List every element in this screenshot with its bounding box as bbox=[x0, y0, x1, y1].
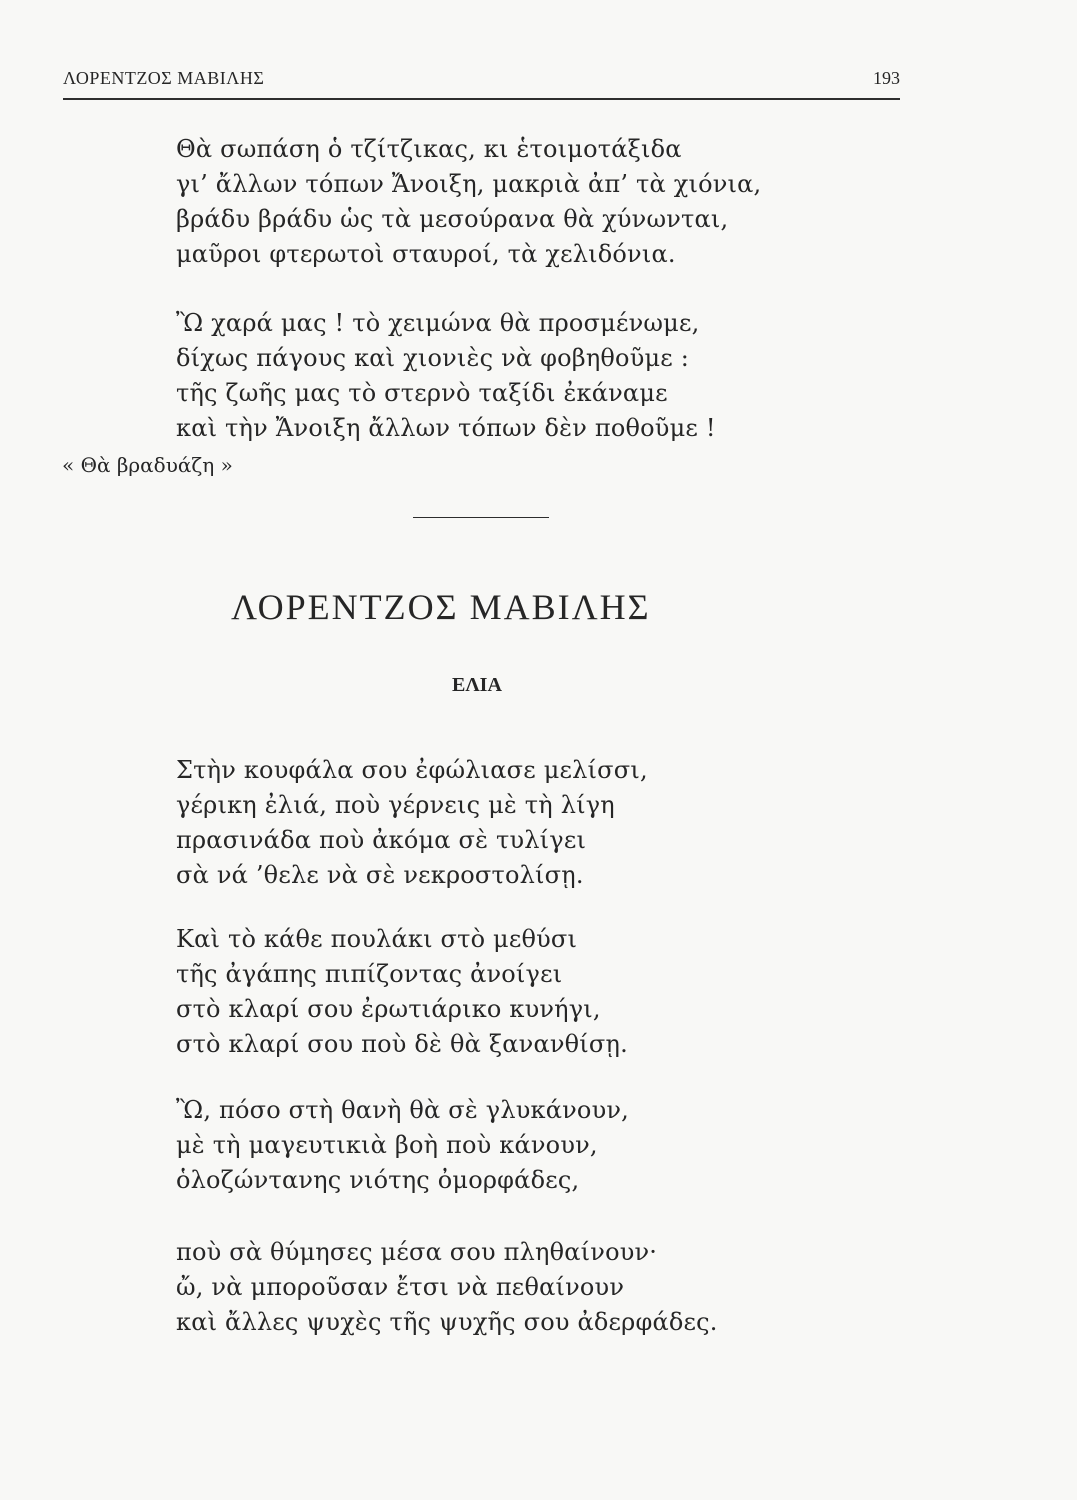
poem-line: στὸ κλαρί σου ἐρωτιάρικο κυνήγι, bbox=[176, 995, 601, 1023]
previous-poem-line: γι’ ἄλλων τόπων Ἄνοιξη, μακριὰ ἀπ’ τὰ χιόνια, bbox=[176, 170, 762, 198]
previous-poem-line: καὶ τὴν Ἄνοιξη ἄλλων τόπων δὲν ποθοῦμε ! bbox=[176, 414, 716, 442]
poem-stanza-4 bbox=[176, 1235, 718, 1340]
poem-line: γέρικη ἐλιά, ποὺ γέρνεις μὲ τὴ λίγη bbox=[176, 791, 615, 819]
poem-line: ποὺ σὰ θύμησες μέσα σου πληθαίνουν· bbox=[176, 1238, 658, 1266]
previous-poem-stanza-2 bbox=[176, 306, 716, 446]
previous-poem-line: Ὢ χαρά μας ! τὸ χειμώνα θὰ προσμένωμε, bbox=[176, 309, 700, 337]
poem-line: σὰ νά ’θελε νὰ σὲ νεκροστολίσῃ. bbox=[176, 861, 584, 889]
poem-stanza-3 bbox=[176, 1093, 629, 1198]
poem-title: ΕΛΙΑ bbox=[452, 674, 502, 696]
author-heading: ΛΟΡΕΝΤΖΟΣ ΜΑΒΙΛΗΣ bbox=[231, 587, 651, 627]
poem-line: ὤ, νὰ μποροῦσαν ἔτσι νὰ πεθαίνουν bbox=[176, 1273, 625, 1301]
poem-stanza-1 bbox=[176, 753, 648, 893]
previous-poem-stanza-1 bbox=[176, 132, 761, 272]
page-number: 193 bbox=[873, 68, 900, 88]
poem-line: Καὶ τὸ κάθε πουλάκι στὸ μεθύσι bbox=[176, 925, 578, 953]
poem-source-caption: « Θὰ βραδυάζη » bbox=[62, 453, 233, 477]
previous-poem-line: βράδυ βράδυ ὡς τὰ μεσούρανα θὰ χύνωνται, bbox=[176, 205, 729, 233]
previous-poem-line: μαῦροι φτερωτοὶ σταυροί, τὰ χελιδόνια. bbox=[176, 240, 676, 268]
poem-line: Στὴν κουφάλα σου ἐφώλιασε μελίσσι, bbox=[176, 756, 648, 784]
poem-line: καὶ ἄλλες ψυχὲς τῆς ψυχῆς σου ἀδερφάδες. bbox=[176, 1308, 718, 1336]
poem-line: στὸ κλαρί σου ποὺ δὲ θὰ ξανανθίσῃ. bbox=[176, 1030, 628, 1058]
running-header bbox=[63, 68, 900, 100]
poem-line: ὁλοζώντανης νιότης ὀμορφάδες, bbox=[176, 1166, 580, 1194]
poem-line: μὲ τὴ μαγευτικιὰ βοὴ ποὺ κάνουν, bbox=[176, 1131, 598, 1159]
poem-line: πρασινάδα ποὺ ἀκόμα σὲ τυλίγει bbox=[176, 826, 587, 854]
running-title: ΛΟΡΕΝΤΖΟΣ ΜΑΒΙΛΗΣ bbox=[63, 68, 265, 88]
previous-poem-line: τῆς ζωῆς μας τὸ στερνὸ ταξίδι ἐκάναμε bbox=[176, 379, 668, 407]
poem-line: Ὢ, πόσο στὴ θανὴ θὰ σὲ γλυκάνουν, bbox=[176, 1096, 629, 1124]
poem-stanza-2 bbox=[176, 922, 628, 1062]
section-divider bbox=[413, 517, 549, 518]
previous-poem-line: δίχως πάγους καὶ χιονιὲς νὰ φοβηθοῦμε : bbox=[176, 344, 690, 372]
poem-line: τῆς ἀγάπης πιπίζοντας ἀνοίγει bbox=[176, 960, 563, 988]
previous-poem-line: Θὰ σωπάση ὁ τζίτζικας, κι ἑτοιμοτάξιδα bbox=[176, 135, 682, 163]
